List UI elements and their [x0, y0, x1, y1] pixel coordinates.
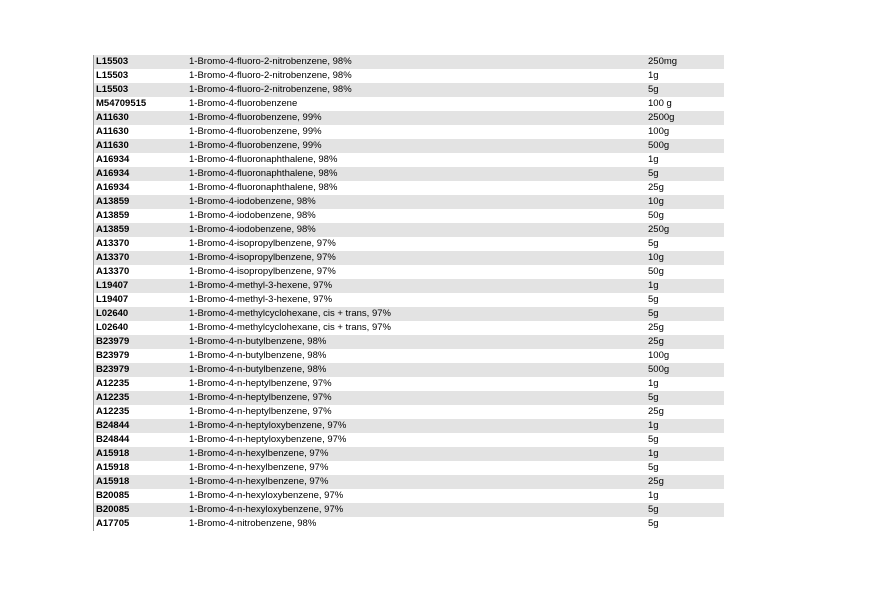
table-row [94, 251, 724, 265]
size-cell: 5g [648, 518, 659, 529]
product-code-cell: A13370 [94, 251, 187, 265]
description-cell: 1-Bromo-4-n-butylbenzene, 98% [187, 335, 646, 349]
product-code-cell: B24844 [96, 434, 130, 445]
table-row [94, 405, 724, 419]
description-cell: 1-Bromo-4-n-butylbenzene, 98% [189, 350, 327, 361]
description-cell: 1-Bromo-4-isopropylbenzene, 97% [189, 266, 336, 277]
description-cell: 1-Bromo-4-fluoro-2-nitrobenzene, 98% [187, 83, 646, 97]
product-code-cell: A12235 [96, 406, 130, 417]
table-row [94, 377, 724, 391]
table-row [94, 125, 724, 139]
description-cell: 1-Bromo-4-fluorobenzene, 99% [187, 139, 646, 153]
size-cell: 5g [646, 83, 724, 97]
description-cell: 1-Bromo-4-n-heptyloxybenzene, 97% [189, 434, 347, 445]
product-code-cell: A15918 [94, 447, 187, 461]
size-cell: 10g [646, 251, 724, 265]
description-cell: 1-Bromo-4-fluoro-2-nitrobenzene, 98% [189, 70, 352, 81]
size-cell: 100g [648, 126, 670, 137]
size-cell: 5g [646, 391, 724, 405]
product-code-cell: L02640 [94, 307, 187, 321]
description-cell: 1-Bromo-4-isopropylbenzene, 97% [189, 238, 336, 249]
product-code-cell: B20085 [94, 503, 187, 517]
product-code-cell: A16934 [96, 154, 130, 165]
size-cell: 5g [646, 167, 724, 181]
table-row [94, 237, 724, 251]
size-cell: 250mg [646, 55, 724, 69]
description-cell: 1-Bromo-4-n-hexylbenzene, 97% [187, 447, 646, 461]
product-code-cell: L15503 [94, 83, 187, 97]
size-cell: 2500g [646, 111, 724, 125]
table-row [94, 349, 724, 363]
table-row [94, 69, 724, 83]
product-code-cell: B23979 [94, 335, 187, 349]
product-code-cell: A11630 [94, 139, 187, 153]
product-table-body [94, 55, 724, 531]
description-cell: 1-Bromo-4-n-heptyloxybenzene, 97% [187, 419, 646, 433]
size-cell: 5g [648, 434, 659, 445]
description-cell: 1-Bromo-4-fluorobenzene [189, 98, 298, 109]
product-code-cell: L02640 [96, 322, 129, 333]
description-cell: 1-Bromo-4-n-butylbenzene, 98% [187, 363, 646, 377]
size-cell: 250g [646, 223, 724, 237]
product-code-cell: A13859 [96, 210, 130, 221]
table-row [94, 433, 724, 447]
description-cell: 1-Bromo-4-iodobenzene, 98% [189, 210, 316, 221]
size-cell: 50g [648, 210, 664, 221]
product-code-cell: A12235 [94, 391, 187, 405]
table-row [94, 55, 724, 69]
description-cell: 1-Bromo-4-n-hexyloxybenzene, 97% [189, 490, 344, 501]
table-row [94, 391, 724, 405]
size-cell: 1g [648, 154, 659, 165]
description-cell: 1-Bromo-4-n-hexylbenzene, 97% [189, 462, 329, 473]
product-code-cell: A16934 [94, 167, 187, 181]
size-cell: 100g [648, 350, 670, 361]
product-code-cell: B23979 [96, 350, 130, 361]
description-cell: 1-Bromo-4-n-heptylbenzene, 97% [187, 391, 646, 405]
description-cell: 1-Bromo-4-isopropylbenzene, 97% [187, 251, 646, 265]
product-code-cell: A13859 [94, 223, 187, 237]
description-cell: 1-Bromo-4-fluoro-2-nitrobenzene, 98% [187, 55, 646, 69]
size-cell: 1g [646, 447, 724, 461]
description-cell: 1-Bromo-4-fluorobenzene, 99% [187, 111, 646, 125]
description-cell: 1-Bromo-4-methyl-3-hexene, 97% [189, 294, 333, 305]
description-cell: 1-Bromo-4-methylcyclohexane, cis + trans, 97% [189, 322, 391, 333]
product-code-cell: A12235 [96, 378, 130, 389]
description-cell: 1-Bromo-4-n-hexyloxybenzene, 97% [187, 503, 646, 517]
product-code-cell: B23979 [94, 363, 187, 377]
table-row [94, 265, 724, 279]
size-cell: 1g [646, 279, 724, 293]
table-row [94, 461, 724, 475]
table-row [94, 167, 724, 181]
size-cell: 25g [646, 335, 724, 349]
product-code-cell: A16934 [96, 182, 130, 193]
table-row [94, 181, 724, 195]
product-code-cell: A11630 [94, 111, 187, 125]
description-cell: 1-Bromo-4-n-hexylbenzene, 97% [187, 475, 646, 489]
table-row [94, 419, 724, 433]
size-cell: 1g [648, 490, 659, 501]
product-code-cell: A15918 [96, 462, 130, 473]
table-row [94, 447, 724, 461]
product-code-cell: M54709515 [96, 98, 147, 109]
size-cell: 500g [646, 139, 724, 153]
table-row [94, 475, 724, 489]
product-code-cell: B20085 [96, 490, 130, 501]
size-cell: 10g [646, 195, 724, 209]
description-cell: 1-Bromo-4-nitrobenzene, 98% [189, 518, 317, 529]
description-cell: 1-Bromo-4-fluorobenzene, 99% [189, 126, 322, 137]
table-row [94, 293, 724, 307]
size-cell: 100 g [648, 98, 672, 109]
size-cell: 5g [646, 307, 724, 321]
description-cell: 1-Bromo-4-methylcyclohexane, cis + trans, 97% [187, 307, 646, 321]
size-cell: 25g [646, 475, 724, 489]
table-row [94, 307, 724, 321]
size-cell: 1g [646, 419, 724, 433]
table-row [94, 209, 724, 223]
description-cell: 1-Bromo-4-methyl-3-hexene, 97% [187, 279, 646, 293]
size-cell: 5g [648, 462, 659, 473]
size-cell: 25g [648, 182, 664, 193]
table-row [94, 517, 724, 531]
size-cell: 1g [648, 378, 659, 389]
size-cell: 500g [646, 363, 724, 377]
size-cell: 5g [648, 294, 659, 305]
table-row [94, 195, 724, 209]
table-row [94, 139, 724, 153]
product-code-cell: L15503 [94, 55, 187, 69]
size-cell: 25g [648, 406, 664, 417]
size-cell: 5g [646, 503, 724, 517]
table-row [94, 97, 724, 111]
description-cell: 1-Bromo-4-n-heptylbenzene, 97% [189, 406, 332, 417]
table-row [94, 321, 724, 335]
product-code-cell: A13370 [96, 266, 130, 277]
description-cell: 1-Bromo-4-iodobenzene, 98% [187, 195, 646, 209]
product-code-cell: A13859 [94, 195, 187, 209]
product-code-cell: L19407 [94, 279, 187, 293]
product-code-cell: A13370 [96, 238, 130, 249]
description-cell: 1-Bromo-4-fluoronaphthalene, 98% [189, 154, 338, 165]
size-cell: 5g [648, 238, 659, 249]
size-cell: 25g [648, 322, 664, 333]
description-cell: 1-Bromo-4-fluoronaphthalene, 98% [187, 167, 646, 181]
table-row [94, 489, 724, 503]
table-row [94, 111, 724, 125]
table-row [94, 335, 724, 349]
size-cell: 50g [648, 266, 664, 277]
table-row [94, 363, 724, 377]
table-row [94, 153, 724, 167]
table-row [94, 223, 724, 237]
product-table [94, 55, 724, 531]
description-cell: 1-Bromo-4-n-heptylbenzene, 97% [189, 378, 332, 389]
product-code-cell: A15918 [94, 475, 187, 489]
size-cell: 1g [648, 70, 659, 81]
description-cell: 1-Bromo-4-iodobenzene, 98% [187, 223, 646, 237]
table-row [94, 83, 724, 97]
product-code-cell: B24844 [94, 419, 187, 433]
product-code-cell: A11630 [96, 126, 129, 137]
product-code-cell: L15503 [96, 70, 129, 81]
product-code-cell: A17705 [96, 518, 130, 529]
table-row [94, 279, 724, 293]
product-code-cell: L19407 [96, 294, 129, 305]
table-row [94, 503, 724, 517]
description-cell: 1-Bromo-4-fluoronaphthalene, 98% [189, 182, 338, 193]
